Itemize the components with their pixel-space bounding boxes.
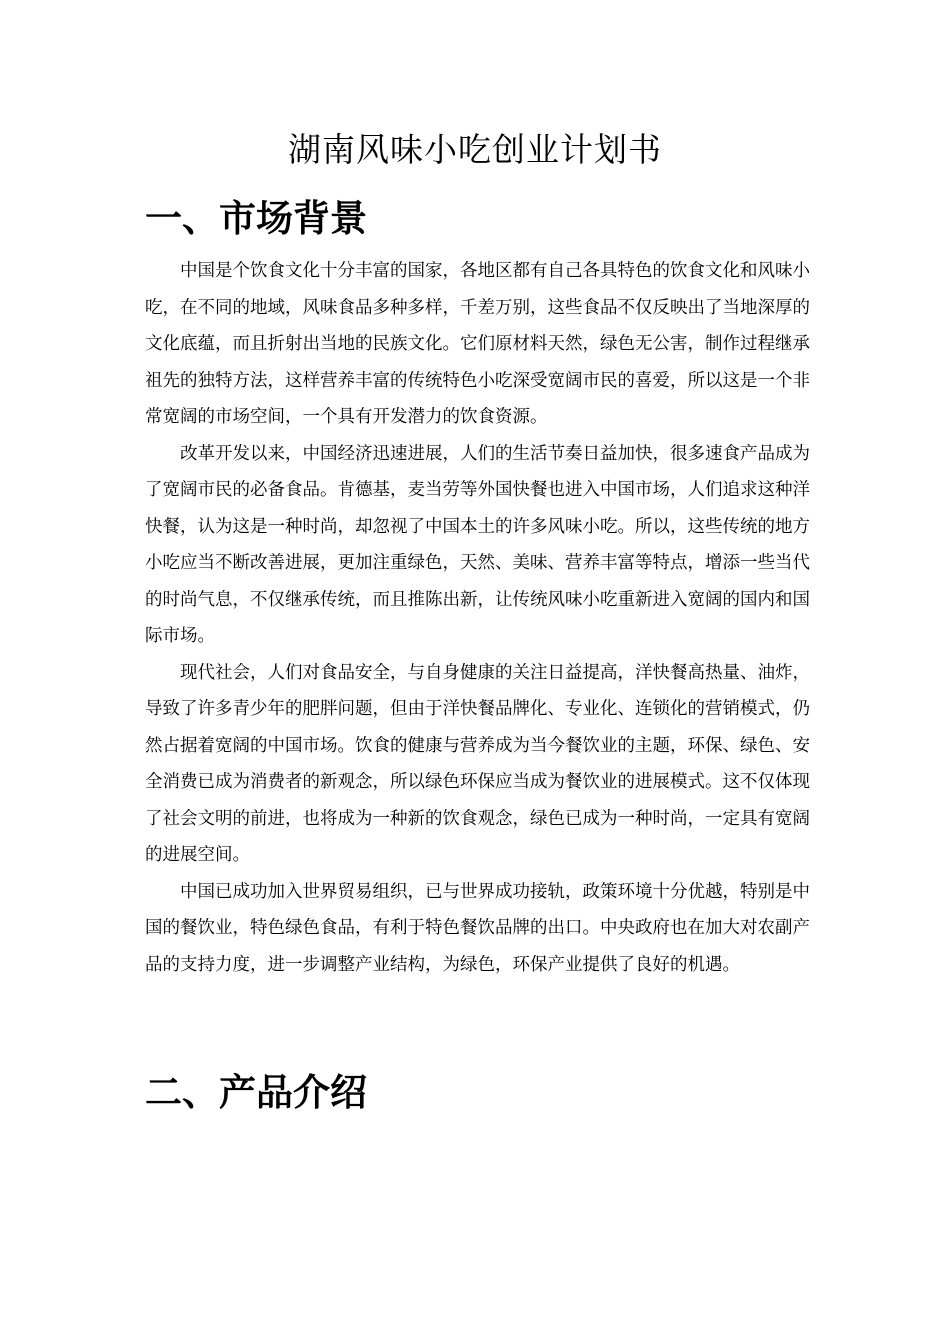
paragraph: 改革开发以来，中国经济迅速进展，人们的生活节奏日益加快，很多速食产品成为了宽阔市民的必备食品。肯德基，麦当劳等外国快餐也进入中国市场，人们追求这种洋快餐，认为这是一种时尚，却忽视了中国本土的许多风味小吃。所以，这些传统的地方小吃应当不断改善进展，更加注重绿色，天然、美味、营养丰富等特点，增添一些当代的时尚气息，不仅继承传统，而且推陈出新，让传统风味小吃重新进入宽阔的国内和国际市场。 <box>145 443 810 646</box>
paragraph: 现代社会，人们对食品安全，与自身健康的关注日益提高，洋快餐高热量、油炸，导致了许多青少年的肥胖问题，但由于洋快餐品牌化、专业化、连锁化的营销模式，仍然占据着宽阔的中国市场。饮食的健康与营养成为当今餐饮业的主题，环保、绿色、安全消费已成为消费者的新观念，所以绿色环保应当成为餐饮业的进展模式。这不仅体现了社会文明的前进，也将成为一种新的饮食观念，绿色已成为一种时尚，一定具有宽阔的进展空间。 <box>145 662 810 865</box>
paragraph: 中国已成功加入世界贸易组织，已与世界成功接轨，政策环境十分优越，特别是中国的餐饮业，特色绿色食品，有利于特色餐饮品牌的出口。中央政府也在加大对农副产品的支持力度，进一步调整产业结构，为绿色，环保产业提供了良好的机遇。 <box>145 881 810 975</box>
section-heading-market-background: 一、市场背景 <box>145 197 367 240</box>
document-title: 湖南风味小吃创业计划书 <box>288 130 662 169</box>
section-body-market-background <box>145 253 810 983</box>
section-heading-product-intro: 二、产品介绍 <box>145 1071 367 1114</box>
paragraph: 中国是个饮食文化十分丰富的国家，各地区都有自己各具特色的饮食文化和风味小吃，在不同的地域，风味食品多种多样，千差万别，这些食品不仅反映出了当地深厚的文化底蕴，而且折射出当地的民族文化。它们原材料天然，绿色无公害，制作过程继承祖先的独特方法，这样营养丰富的传统特色小吃深受宽阔市民的喜爱，所以这是一个非常宽阔的市场空间，一个具有开发潜力的饮食资源。 <box>145 261 810 427</box>
